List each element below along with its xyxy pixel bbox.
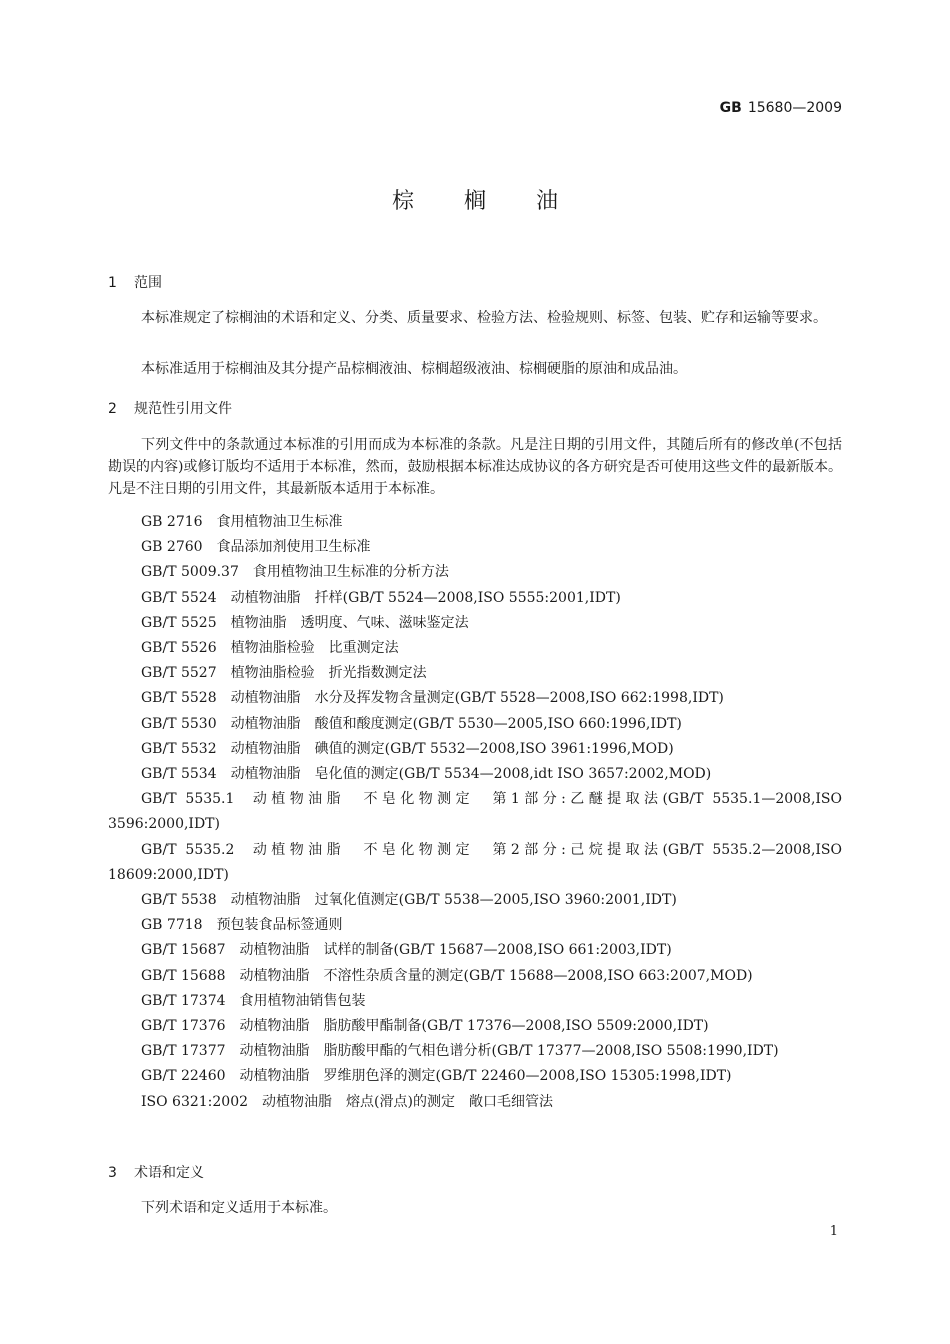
reference-item (108, 535, 842, 560)
standard-code (720, 100, 842, 116)
reference-title: 动植物油脂 碘值的测定(GB/T 5532—2008,ISO 3961:1996,MOD) (230, 740, 674, 757)
reference-item (108, 1064, 842, 1089)
section-heading-scope (108, 272, 162, 292)
reference-code: GB/T 17374 (141, 992, 226, 1009)
reference-code: GB/T 5526 (141, 640, 217, 657)
section-title: 范围 (134, 275, 162, 291)
section-number: 2 (108, 401, 117, 417)
reference-item (108, 737, 842, 762)
reference-title: 动植物油脂 不皂化物测定 第1部分:乙醚提取法(GB/T 5535.1—2008,ISO 3596:2000,IDT) (108, 791, 842, 833)
section-title: 规范性引用文件 (134, 401, 232, 417)
reference-code: GB/T 5534 (141, 766, 217, 783)
reference-item (108, 1090, 842, 1115)
reference-item (108, 838, 842, 888)
reference-title: 动植物油脂 过氧化值测定(GB/T 5538—2005,ISO 3960:2001,IDT) (230, 892, 677, 909)
reference-code: GB/T 5524 (141, 589, 217, 606)
section-number: 1 (108, 275, 117, 291)
normative-intro: 下列文件中的条款通过本标准的引用而成为本标准的条款。凡是注日期的引用文件，其随后所有的修改单(不包括勘误的内容)或修订版均不适用于本标准，然而，鼓励根据本标准达成协议的各方研究是否可使用这些文件的最新版本。凡是不注日期的引用文件，其最新版本适用于本标准。 (108, 437, 842, 497)
reference-code: GB 2716 (141, 514, 203, 530)
reference-code: GB 2760 (141, 539, 203, 556)
section-number: 3 (108, 1165, 117, 1181)
reference-title: 食用植物油卫生标准 (216, 514, 343, 530)
terms-intro: 下列术语和定义适用于本标准。 (141, 1200, 337, 1216)
reference-item (108, 938, 842, 963)
reference-item (108, 888, 842, 913)
page-number: 1 (829, 1224, 838, 1239)
reference-item (108, 686, 842, 711)
reference-code: GB/T 15688 (141, 967, 226, 984)
reference-title: 动植物油脂 不溶性杂质含量的测定(GB/T 15688—2008,ISO 663:2007,MOD) (239, 967, 753, 984)
reference-title: 动植物油脂 水分及挥发物含量测定(GB/T 5528—2008,ISO 662:1998,IDT) (230, 690, 724, 707)
reference-title: 动植物油脂 皂化值的测定(GB/T 5534—2008,idt ISO 3657:2002,MOD) (230, 766, 712, 783)
reference-code: GB/T 5009.37 (141, 564, 239, 581)
reference-code: GB/T 5525 (141, 614, 217, 631)
document-title: 棕榈油 (391, 189, 608, 214)
section-title: 术语和定义 (134, 1165, 204, 1181)
reference-item (108, 560, 842, 585)
standard-prefix: GB (719, 100, 742, 116)
reference-item (108, 1039, 842, 1064)
reference-code: GB/T 5532 (141, 740, 217, 757)
reference-code: ISO 6321:2002 (141, 1093, 249, 1110)
reference-title: 食用植物油卫生标准的分析方法 (252, 564, 449, 581)
reference-title: 动植物油脂 不皂化物测定 第2部分:己烷提取法(GB/T 5535.2—2008,ISO 18609:2000,IDT) (108, 841, 842, 883)
reference-title: 动植物油脂 脂肪酸甲酯的气相色谱分析(GB/T 17377—2008,ISO 5508:1990,IDT) (239, 1043, 779, 1060)
reference-code: GB/T 5528 (141, 690, 217, 707)
reference-item (108, 762, 842, 787)
reference-item (108, 510, 842, 535)
reference-item (108, 661, 842, 686)
scope-paragraph-1: 本标准规定了棕榈油的术语和定义、分类、质量要求、检验方法、检验规则、标签、包装、贮存和运输等要求。 (141, 310, 827, 326)
reference-code: GB/T 5538 (141, 892, 217, 909)
reference-title: 植物油脂检验 比重测定法 (230, 640, 399, 657)
reference-title: 预包装食品标签通则 (216, 917, 343, 934)
reference-code: GB 7718 (141, 917, 203, 934)
reference-item (108, 1014, 842, 1039)
reference-code: GB/T 17376 (141, 1018, 226, 1035)
reference-title: 食品添加剂使用卫生标准 (216, 539, 371, 556)
reference-item (108, 787, 842, 837)
reference-title: 动植物油脂 试样的制备(GB/T 15687—2008,ISO 661:2003,IDT) (239, 942, 672, 959)
reference-title: 植物油脂 透明度、气味、滋味鉴定法 (230, 614, 469, 631)
reference-item (108, 989, 842, 1014)
reference-item (108, 611, 842, 636)
reference-title: 植物油脂检验 折光指数测定法 (230, 665, 427, 682)
scope-paragraph-2: 本标准适用于棕榈油及其分提产品棕榈液油、棕榈超级液油、棕榈硬脂的原油和成品油。 (141, 361, 687, 377)
reference-title: 食用植物油销售包装 (239, 992, 366, 1009)
reference-item (108, 712, 842, 737)
reference-code: GB/T 15687 (141, 942, 226, 959)
reference-title: 动植物油脂 熔点(滑点)的测定 敞口毛细管法 (262, 1093, 553, 1110)
reference-title: 动植物油脂 脂肪酸甲酯制备(GB/T 17376—2008,ISO 5509:2000,IDT) (239, 1018, 709, 1035)
reference-item (108, 913, 842, 938)
reference-item (108, 586, 842, 611)
reference-code: GB/T 5527 (141, 665, 217, 682)
standard-number: 15680—2009 (747, 100, 842, 116)
reference-title: 动植物油脂 扦样(GB/T 5524—2008,ISO 5555:2001,IDT) (230, 589, 621, 606)
section-heading-normative (108, 398, 232, 418)
reference-item (108, 964, 842, 989)
reference-list (108, 510, 842, 1115)
reference-title: 动植物油脂 酸值和酸度测定(GB/T 5530—2005,ISO 660:1996,IDT) (230, 715, 682, 732)
reference-code: GB/T 22460 (141, 1068, 226, 1085)
reference-code: GB/T 17377 (141, 1043, 226, 1060)
reference-code: GB/T 5535.1 (141, 791, 235, 808)
reference-code: GB/T 5530 (141, 715, 217, 732)
reference-title: 动植物油脂 罗维朋色泽的测定(GB/T 22460—2008,ISO 15305:1998,IDT) (239, 1068, 732, 1085)
section-heading-terms (108, 1162, 204, 1182)
reference-code: GB/T 5535.2 (141, 841, 235, 858)
reference-item (108, 636, 842, 661)
